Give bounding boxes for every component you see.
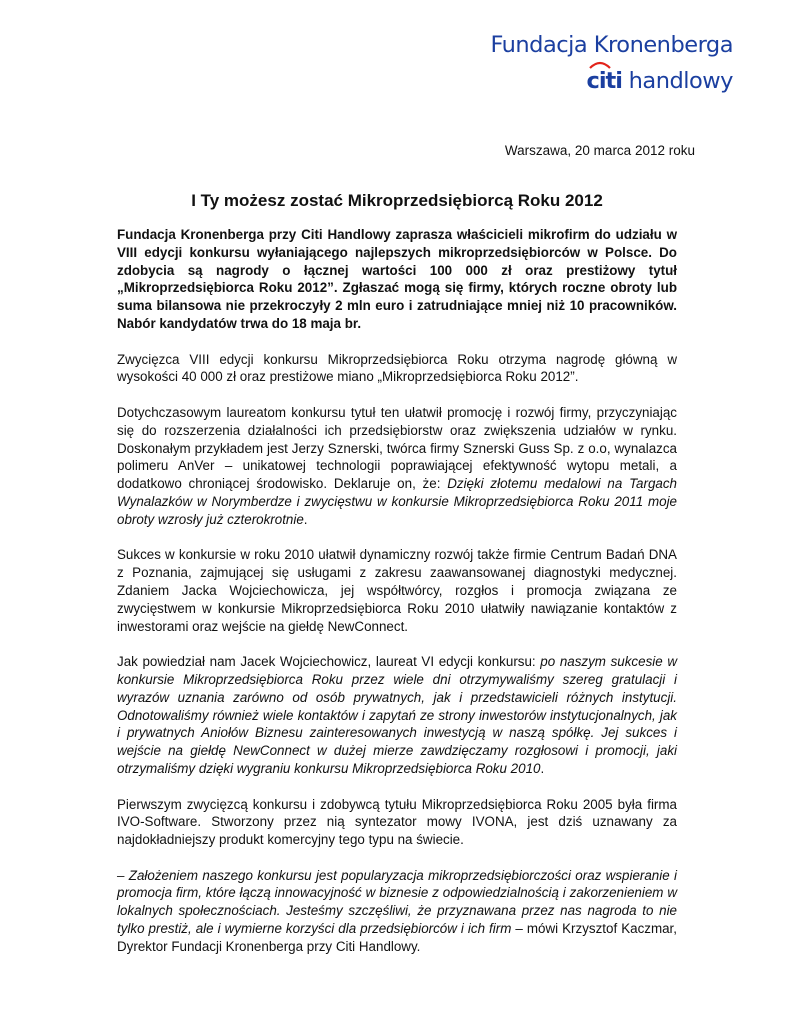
paragraph-director-quote (117, 867, 677, 956)
citi-wordmark (586, 66, 622, 96)
handlowy-text: handlowy (628, 68, 733, 94)
document-body (117, 226, 677, 973)
citi-arc-icon (589, 60, 611, 69)
citi-text: citi (586, 68, 623, 94)
quote-text: Założeniem naszego konkursu jest popularyzacja mikroprzedsiębiorczości oraz wspieranie i promocja firm, które łączą innowacyjność w biznesie z odpowiedzialnością i zakorzenieniem w lokalnych społecznościach. Jesteśmy szczęśliwi, że przyznawana przez nas nagroda to nie tylko prestiż, ale i wymierne korzyści dla przedsiębiorców i ich firm (117, 867, 677, 937)
quote-text: po naszym sukcesie w konkursie Mikroprzedsiębiorca Roku przez wiele dni otrzymywaliśmy szereg gratulacji i wyrazów uznania zarówno od osób prywatnych, jak i przedstawicieli różnych instytucji. Odnotowaliśmy również wiele kontaktów i zapytań ze strony inwestorów instytucjonalnych, jak i prywatnych Aniołów Biznesu zainteresowanych inwestycją w naszą spółkę. Jej sukces i wejście na giełdę NewConnect w dużej mierze zawdzięczamy rozgłosowi i promocji, jaki otrzymaliśmy dzięki wygraniu konkursu Mikroprzedsiębiorca Roku 2010 (117, 654, 678, 776)
paragraph-main-prize: Zwycięzca VIII edycji konkursu Mikroprzedsiębiorca Roku otrzyma nagrodę główną w wysokości 40 000 zł oraz prestiżowe miano „Mikroprzedsiębiorca Roku 2012”. (117, 351, 677, 385)
paragraph-end: – mówi Krzysztof Kaczmar, Dyrektor Fundacji Kronenberga przy Citi Handlowy. (117, 921, 678, 954)
brand-logo (490, 30, 733, 96)
paragraph-dna-center: Sukces w konkursie w roku 2010 ułatwił dynamiczny rozwój także firmie Centrum Badań DNA z Poznania, zajmującej się usługami z zakresu zaawansowanej diagnostyki medycznej. Zdaniem Jacka Wojciechowicza, jej współtwórcy, rozgłos i promocja związana ze zwycięstwem w konkursie Mikroprzedsiębiorca Roku 2010 ułatwiły nawiązanie kontaktów z inwestorami oraz wejście na giełdę NewConnect. (117, 547, 677, 634)
paragraph-wojciechowicz-quote (117, 653, 677, 778)
document-title: I Ty możesz zostać Mikroprzedsiębiorcą Roku 2012 (191, 191, 603, 210)
paragraph-end: . (540, 760, 545, 776)
paragraph-previous-laureates (117, 404, 677, 529)
paragraph-end: . (303, 511, 308, 527)
paragraph-text: Dotychczasowym laureatom konkursu tytuł ten ułatwił promocję i rozwój firmy, przyczyniając się do rozszerzenia działalności ich przedsiębiorstw oraz zwiększenia udziałów w rynku. Doskonałym przykładem jest Jerzy Sznerski, twórca firmy Sznerski Guss Sp. z o.o, wynalazca polimeru AnVer – unikatowej technologii poprawiającej efektywność wytopu metali, a dodatkowo chroniącej środowisko. Deklaruje on, że: (117, 404, 677, 492)
lead-paragraph: Fundacja Kronenberga przy Citi Handlowy zaprasza właścicieli mikrofirm do udziału w VIII edycji konkursu wyłaniającego najlepszych mikroprzedsiębiorców w Polsce. Do zdobycia są nagrody o łącznej wartości 100 000 zł oraz prestiżowy tytuł „Mikroprzedsiębiorca Roku 2012”. Zgłaszać mogą się firmy, których roczne obroty lub suma bilansowa nie przekroczyły 2 mln euro i zatrudniające mniej niż 10 pracowników. Nabór kandydatów trwa do 18 maja br. (117, 227, 677, 331)
bank-logo (490, 66, 733, 96)
quote-dash: – (117, 867, 129, 883)
paragraph-first-winner: Pierwszym zwycięzcą konkursu i zdobywcą tytułu Mikroprzedsiębiorca Roku 2005 była firma IVO-Software. Stworzony przez nią syntezator mowy IVONA, jest dziś uznawany za najdokładniejszy produkt komercyjny tego typu na świecie. (117, 796, 677, 848)
dateline: Warszawa, 20 marca 2012 roku (504, 143, 695, 158)
paragraph-text: Jak powiedział nam Jacek Wojciechowicz, laureat VI edycji konkursu: (117, 654, 541, 670)
foundation-name: Fundacja Kronenberga (490, 32, 733, 58)
quote-text: Dzięki złotemu medalowi na Targach Wynalazków w Norymberdze i zwycięstwu w konkursie Mikroprzedsiębiorca Roku 2011 moje obroty wzrosły już czterokrotnie (117, 476, 677, 527)
